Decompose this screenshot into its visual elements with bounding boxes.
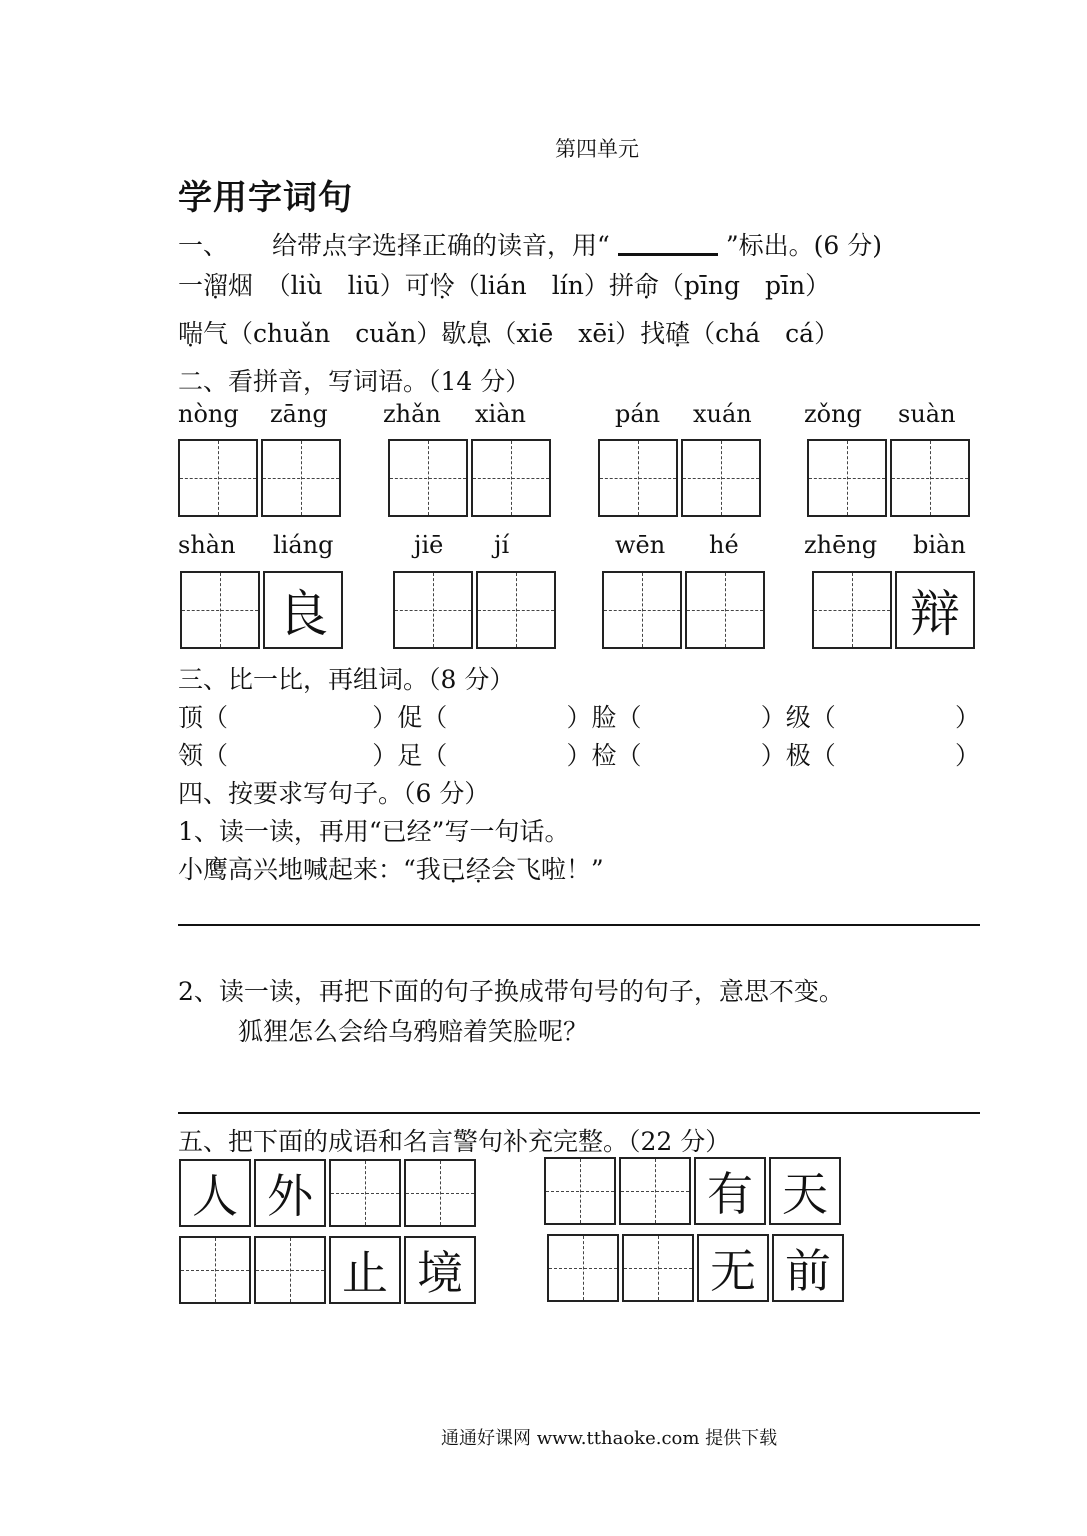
- pinyin: xuán: [693, 400, 752, 428]
- dotted-char: 命: [633, 271, 659, 300]
- writing-cell[interactable]: [544, 1157, 616, 1225]
- answer-line-2[interactable]: [178, 1112, 980, 1114]
- writing-grid-6: [393, 571, 559, 649]
- answer-blank-sample: [618, 231, 718, 256]
- pinyin: xiàn: [475, 400, 526, 428]
- pinyin: wēn: [615, 531, 666, 559]
- writing-cell[interactable]: [619, 1157, 691, 1225]
- dotted-char: 怜: [429, 271, 455, 300]
- pinyin: zǒng: [804, 400, 862, 428]
- writing-cell[interactable]: [180, 571, 260, 649]
- section-2-heading: 二、看拼音，写词语。（14 分）: [178, 367, 531, 396]
- writing-grid-8: [812, 571, 978, 649]
- dotted-char: 溜: [203, 271, 229, 300]
- writing-grid-2: [388, 439, 554, 517]
- section-4-heading: 四、按要求写句子。（6 分）: [178, 779, 490, 808]
- writing-cell[interactable]: [476, 571, 556, 649]
- pinyin: jiē: [414, 531, 444, 559]
- dotted-char: 息: [466, 319, 492, 348]
- writing-cell[interactable]: [598, 439, 678, 517]
- writing-cell[interactable]: [404, 1159, 476, 1227]
- writing-cell[interactable]: [329, 1159, 401, 1227]
- pinyin: zhǎn: [383, 400, 441, 428]
- section-1-row-1: 一溜烟 （liù liū）可怜（lián lín）拼命（pīng pīn）: [178, 266, 830, 302]
- writing-cell[interactable]: [388, 439, 468, 517]
- idiom-grid-4: [547, 1234, 847, 1302]
- question-2: 2、读一读，再把下面的句子换成带句号的句子，意思不变。: [178, 977, 844, 1006]
- page-title: 学用字词句: [178, 178, 353, 218]
- unit-title: 第四单元: [555, 137, 639, 161]
- pinyin: zāng: [270, 400, 328, 428]
- question-1-sentence: 小鹰高兴地喊起来：“我已经会飞啦！”: [178, 850, 604, 886]
- given-char-cell: 辩: [895, 571, 975, 649]
- dotted-char: 经: [465, 855, 491, 884]
- section-1-row-2: 喘气（chuǎn cuǎn）歇息（xiē xēi）找碴（chá cá）: [178, 314, 839, 350]
- section-3-heading: 三、比一比，再组词。（8 分）: [178, 665, 515, 694]
- given-char-cell: 天: [769, 1157, 841, 1225]
- pinyin: jí: [494, 531, 510, 559]
- pinyin: biàn: [913, 531, 966, 559]
- given-char-cell: 良: [263, 571, 343, 649]
- dotted-char: 碴: [665, 319, 691, 348]
- dotted-char: 喘: [178, 319, 204, 348]
- question-2-sentence: 狐狸怎么会给乌鸦赔着笑脸呢？: [238, 1017, 589, 1046]
- pinyin: nòng: [178, 400, 239, 428]
- writing-cell[interactable]: [178, 439, 258, 517]
- writing-cell[interactable]: [471, 439, 551, 517]
- compare-row-1: 顶（ ）促（ ）脸（ ）级（ ）: [178, 703, 981, 732]
- idiom-grid-3: [179, 1236, 479, 1304]
- pinyin: liáng: [273, 531, 334, 559]
- writing-cell[interactable]: [681, 439, 761, 517]
- writing-cell[interactable]: [393, 571, 473, 649]
- pinyin: pán: [615, 400, 661, 428]
- answer-line-1[interactable]: [178, 924, 980, 926]
- writing-grid-7: [602, 571, 768, 649]
- pinyin: zhēng: [804, 531, 878, 559]
- given-char-cell: 止: [329, 1236, 401, 1304]
- writing-cell[interactable]: [685, 571, 765, 649]
- given-char-cell: 无: [697, 1234, 769, 1302]
- compare-row-2: 领（ ）足（ ）检（ ）极（ ）: [178, 741, 981, 770]
- writing-grid-5: [180, 571, 346, 649]
- given-char-cell: 境: [404, 1236, 476, 1304]
- writing-cell[interactable]: [179, 1236, 251, 1304]
- section-5-heading: 五、把下面的成语和名言警句补充完整。（22 分）: [178, 1127, 731, 1156]
- pinyin: shàn: [178, 531, 236, 559]
- writing-cell[interactable]: [807, 439, 887, 517]
- pinyin: suàn: [898, 400, 956, 428]
- writing-cell[interactable]: [261, 439, 341, 517]
- writing-cell[interactable]: [602, 571, 682, 649]
- writing-cell[interactable]: [890, 439, 970, 517]
- footer-credit: 通通好课网 www.tthaoke.com 提供下载: [441, 1428, 778, 1449]
- writing-grid-3: [598, 439, 764, 517]
- given-char-cell: 前: [772, 1234, 844, 1302]
- writing-grid-1: [178, 439, 344, 517]
- idiom-grid-1: [179, 1159, 479, 1227]
- pinyin: hé: [709, 531, 739, 559]
- given-char-cell: 人: [179, 1159, 251, 1227]
- section-1-heading: 一、 给带点字选择正确的读音，用“ ”标出。(6 分): [178, 231, 882, 260]
- dotted-char: 已: [440, 855, 466, 884]
- idiom-grid-2: [544, 1157, 844, 1225]
- writing-cell[interactable]: [547, 1234, 619, 1302]
- given-char-cell: 外: [254, 1159, 326, 1227]
- writing-cell[interactable]: [812, 571, 892, 649]
- question-1: 1、读一读，再用“已经”写一句话。: [178, 817, 570, 846]
- writing-cell[interactable]: [254, 1236, 326, 1304]
- given-char-cell: 有: [694, 1157, 766, 1225]
- writing-cell[interactable]: [622, 1234, 694, 1302]
- writing-grid-4: [807, 439, 973, 517]
